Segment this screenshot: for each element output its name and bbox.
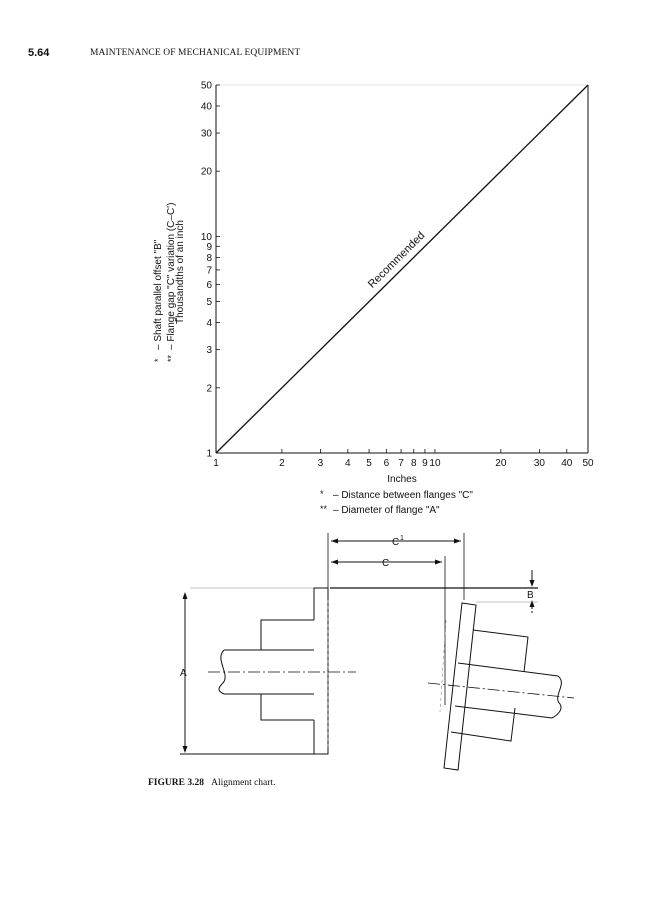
figure-caption-text: Alignment chart. [211,778,276,788]
y-legend-marker-1: * [153,358,163,362]
x-tick-label: 8 [410,458,417,469]
b-lower-arrow [530,600,535,607]
y-ticks [201,81,220,460]
a-arrow-bottom [183,746,188,753]
coupling-diagram [180,533,574,770]
x-legend-marker-1: * [320,489,324,499]
right-shaft-centerline [428,683,574,698]
series-line-recommended [216,85,588,453]
x-tick-label: 30 [533,458,545,469]
y-tick-label: 2 [206,383,212,395]
y-legend [153,203,177,362]
right-shaft-break [552,676,561,718]
c1-arrow-right [454,539,461,544]
x-tick-label: 3 [317,458,324,469]
y-tick-label: 4 [206,318,212,330]
x-tick-label: 5 [366,458,372,469]
y-legend-marker-2: ** [166,354,176,362]
x-tick-label: 40 [561,458,573,469]
x-tick-label: 6 [383,458,390,469]
figure-caption [148,778,275,788]
diagram-labels [180,535,534,679]
y-tick-label: 9 [206,241,212,253]
y-tick-label: 5 [206,297,212,309]
label-c1-superscript: 1 [400,535,404,542]
y-tick-label: 8 [206,252,212,264]
y-tick-label: 6 [206,279,212,291]
x-tick-label: 7 [398,458,404,469]
page-number: 5.64 [28,47,50,59]
y-tick-label: 1 [206,448,212,460]
y-tick-label: 7 [206,265,212,277]
left-hub-outline-lower [224,694,314,720]
label-b: B [527,590,534,601]
a-arrow-top [183,592,188,599]
y-tick-label: 40 [200,101,212,113]
x-ticks [213,449,594,469]
right-shaft-top [458,663,558,676]
c1-arrow-left [331,539,338,544]
x-tick-label: 10 [429,458,441,469]
x-tick-label: 9 [422,458,428,469]
x-legend-marker-2: ** [320,504,328,514]
figure-caption-label: FIGURE 3.28 [148,778,204,788]
running-head: MAINTENANCE OF MECHANICAL EQUIPMENT [90,48,301,58]
plot-area [201,81,594,470]
right-shaft-bottom [455,706,552,718]
x-legend [320,489,473,516]
x-tick-label: 1 [213,458,219,469]
right-flange-outline [444,603,476,770]
y-tick-label: 3 [206,345,212,357]
x-axis-label: Inches [387,474,417,485]
b-upper-arrow [530,580,535,587]
left-flange-outline [314,588,328,754]
x-tick-label: 20 [495,458,507,469]
y-legend-text-1: – Shaft parallel offset "B" [153,239,164,350]
y-axis-label: Thousandths of an inch [175,220,186,324]
label-a: A [180,668,187,679]
y-tick-label: 20 [200,166,212,178]
label-c1: C [392,537,400,548]
right-hub-outline-lower [451,708,515,741]
c-arrow-right [435,560,442,565]
series-annotation-recommended: Recommended [365,229,428,291]
y-tick-label: 10 [200,231,212,243]
x-tick-label: 2 [279,458,285,469]
label-c: C [382,558,390,569]
x-tick-label: 50 [582,458,594,469]
c-arrow-left [331,560,338,565]
y-tick-label: 30 [200,128,212,140]
x-legend-text-2: – Diameter of flange "A" [333,505,440,516]
y-legend-text-2: – Flange gap "C" variation (C–C') [166,202,177,350]
x-legend-text-1: – Distance between flanges "C" [333,490,473,501]
left-hub-outline [224,620,314,650]
x-tick-label: 4 [345,458,351,469]
y-tick-label: 50 [200,80,212,92]
